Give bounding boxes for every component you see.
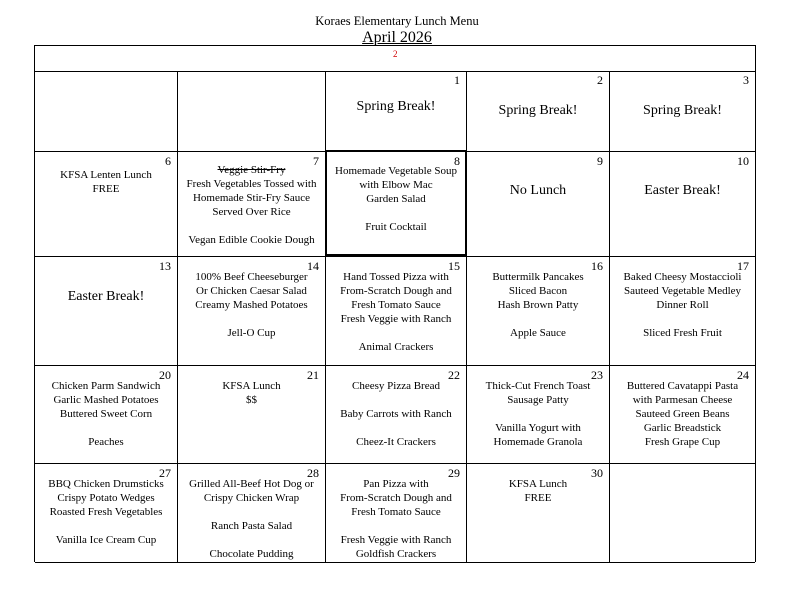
day-note: Easter Break! <box>67 289 145 304</box>
day-cell-1 <box>326 71 467 151</box>
day-number: 21 <box>307 368 319 382</box>
day-cell-21 <box>178 366 326 463</box>
header-mark: 2 <box>393 49 398 59</box>
day-menu: Cheesy Pizza Bread Baby Carrots with Ranch Cheez-It Crackers <box>340 380 452 448</box>
day-number: 27 <box>159 466 171 480</box>
day-number: 30 <box>591 466 603 480</box>
week-row-5 <box>35 464 755 563</box>
day-cell-27 <box>35 464 178 562</box>
day-menu: Thick-Cut French Toast Sausage Patty Vanilla Yogurt with Homemade Granola <box>485 380 591 448</box>
day-menu: Buttermilk Pancakes Sliced Bacon Hash Brown Patty Apple Sauce <box>492 271 584 339</box>
day-note: Spring Break! <box>498 103 578 118</box>
day-cell-15 <box>326 257 467 365</box>
day-cell-9 <box>467 152 610 256</box>
day-note: No Lunch <box>509 183 567 198</box>
day-menu-block <box>180 164 323 247</box>
day-menu: Pan Pizza with From-Scratch Dough and Fresh Tomato Sauce Fresh Veggie with Ranch Goldfish Crackers <box>340 478 452 560</box>
day-number: 7 <box>313 154 319 168</box>
day-cell-3 <box>610 71 755 151</box>
day-number: 29 <box>448 466 460 480</box>
day-note: Spring Break! <box>356 99 436 114</box>
day-cell-2 <box>467 71 610 151</box>
menu-title: Veggie Stir-Fry <box>217 164 286 176</box>
day-cell-14 <box>178 257 326 365</box>
day-number: 1 <box>454 73 460 87</box>
day-note: Easter Break! <box>644 183 721 198</box>
day-cell-22 <box>326 366 467 463</box>
day-menu: Grilled All-Beef Hot Dog or Crispy Chicken Wrap Ranch Pasta Salad Chocolate Pudding <box>189 478 314 560</box>
day-number: 14 <box>307 259 319 273</box>
day-cell-empty <box>35 71 178 151</box>
day-menu: KFSA Lunch FREE <box>508 478 568 504</box>
day-cell-empty <box>610 464 755 562</box>
day-number: 9 <box>597 154 603 168</box>
day-cell-10 <box>610 152 755 256</box>
day-cell-29 <box>326 464 467 562</box>
day-number: 10 <box>737 154 749 168</box>
month-label: April 2026 <box>362 29 432 46</box>
week-row-1 <box>35 71 755 152</box>
day-number: 16 <box>591 259 603 273</box>
day-menu: Buttered Cavatappi Pasta with Parmesan Cheese Sauteed Green Beans Garlic Breadstick Fresh Grape Cup <box>626 380 739 448</box>
calendar-grid <box>34 45 756 562</box>
week-row-3 <box>35 257 755 366</box>
day-number: 15 <box>448 259 460 273</box>
day-menu: Homemade Vegetable Soup with Elbow Mac Garden Salad Fruit Cocktail <box>335 165 457 233</box>
day-menu: KFSA Lenten Lunch FREE <box>60 169 152 195</box>
week-row-4 <box>35 366 755 464</box>
day-cell-28 <box>178 464 326 562</box>
day-menu: 100% Beef Cheeseburger Or Chicken Caesar Salad Creamy Mashed Potatoes Jell-O Cup <box>195 271 308 339</box>
day-cell-empty <box>178 71 326 151</box>
day-number: 28 <box>307 466 319 480</box>
menu-school-title: Koraes Elementary Lunch Menu <box>315 14 479 28</box>
week-row-2 <box>35 152 755 257</box>
day-cell-16 <box>467 257 610 365</box>
day-menu: Fresh Vegetables Tossed with Homemade Stir-Fry Sauce Served Over Rice Vegan Edible Cookie Dough <box>186 177 317 246</box>
day-cell-23 <box>467 366 610 463</box>
day-menu: Hand Tossed Pizza with From-Scratch Dough and Fresh Tomato Sauce Fresh Veggie with Ranch Animal Crackers <box>340 271 452 353</box>
day-number: 20 <box>159 368 171 382</box>
calendar-header-row <box>35 46 755 72</box>
day-number: 2 <box>597 73 603 87</box>
day-number: 13 <box>159 259 171 273</box>
day-number: 3 <box>743 73 749 87</box>
day-menu: Chicken Parm Sandwich Garlic Mashed Potatoes Buttered Sweet Corn Peaches <box>51 380 161 448</box>
day-number: 17 <box>737 259 749 273</box>
day-cell-17 <box>610 257 755 365</box>
day-menu: Baked Cheesy Mostaccioli Sauteed Vegetable Medley Dinner Roll Sliced Fresh Fruit <box>623 271 742 339</box>
day-number: 24 <box>737 368 749 382</box>
day-cell-6 <box>35 152 178 256</box>
day-cell-20 <box>35 366 178 463</box>
day-cell-30 <box>467 464 610 562</box>
day-menu: KFSA Lunch $$ <box>222 380 281 406</box>
day-note: Spring Break! <box>643 103 722 118</box>
day-number: 6 <box>165 154 171 168</box>
day-cell-13 <box>35 257 178 365</box>
day-number: 8 <box>454 154 460 168</box>
day-menu: BBQ Chicken Drumsticks Crispy Potato Wedges Roasted Fresh Vegetables Vanilla Ice Cream Cup <box>48 478 164 546</box>
day-cell-7 <box>178 152 326 256</box>
day-number: 23 <box>591 368 603 382</box>
day-cell-24 <box>610 366 755 463</box>
day-number: 22 <box>448 368 460 382</box>
day-cell-8 <box>326 152 467 256</box>
